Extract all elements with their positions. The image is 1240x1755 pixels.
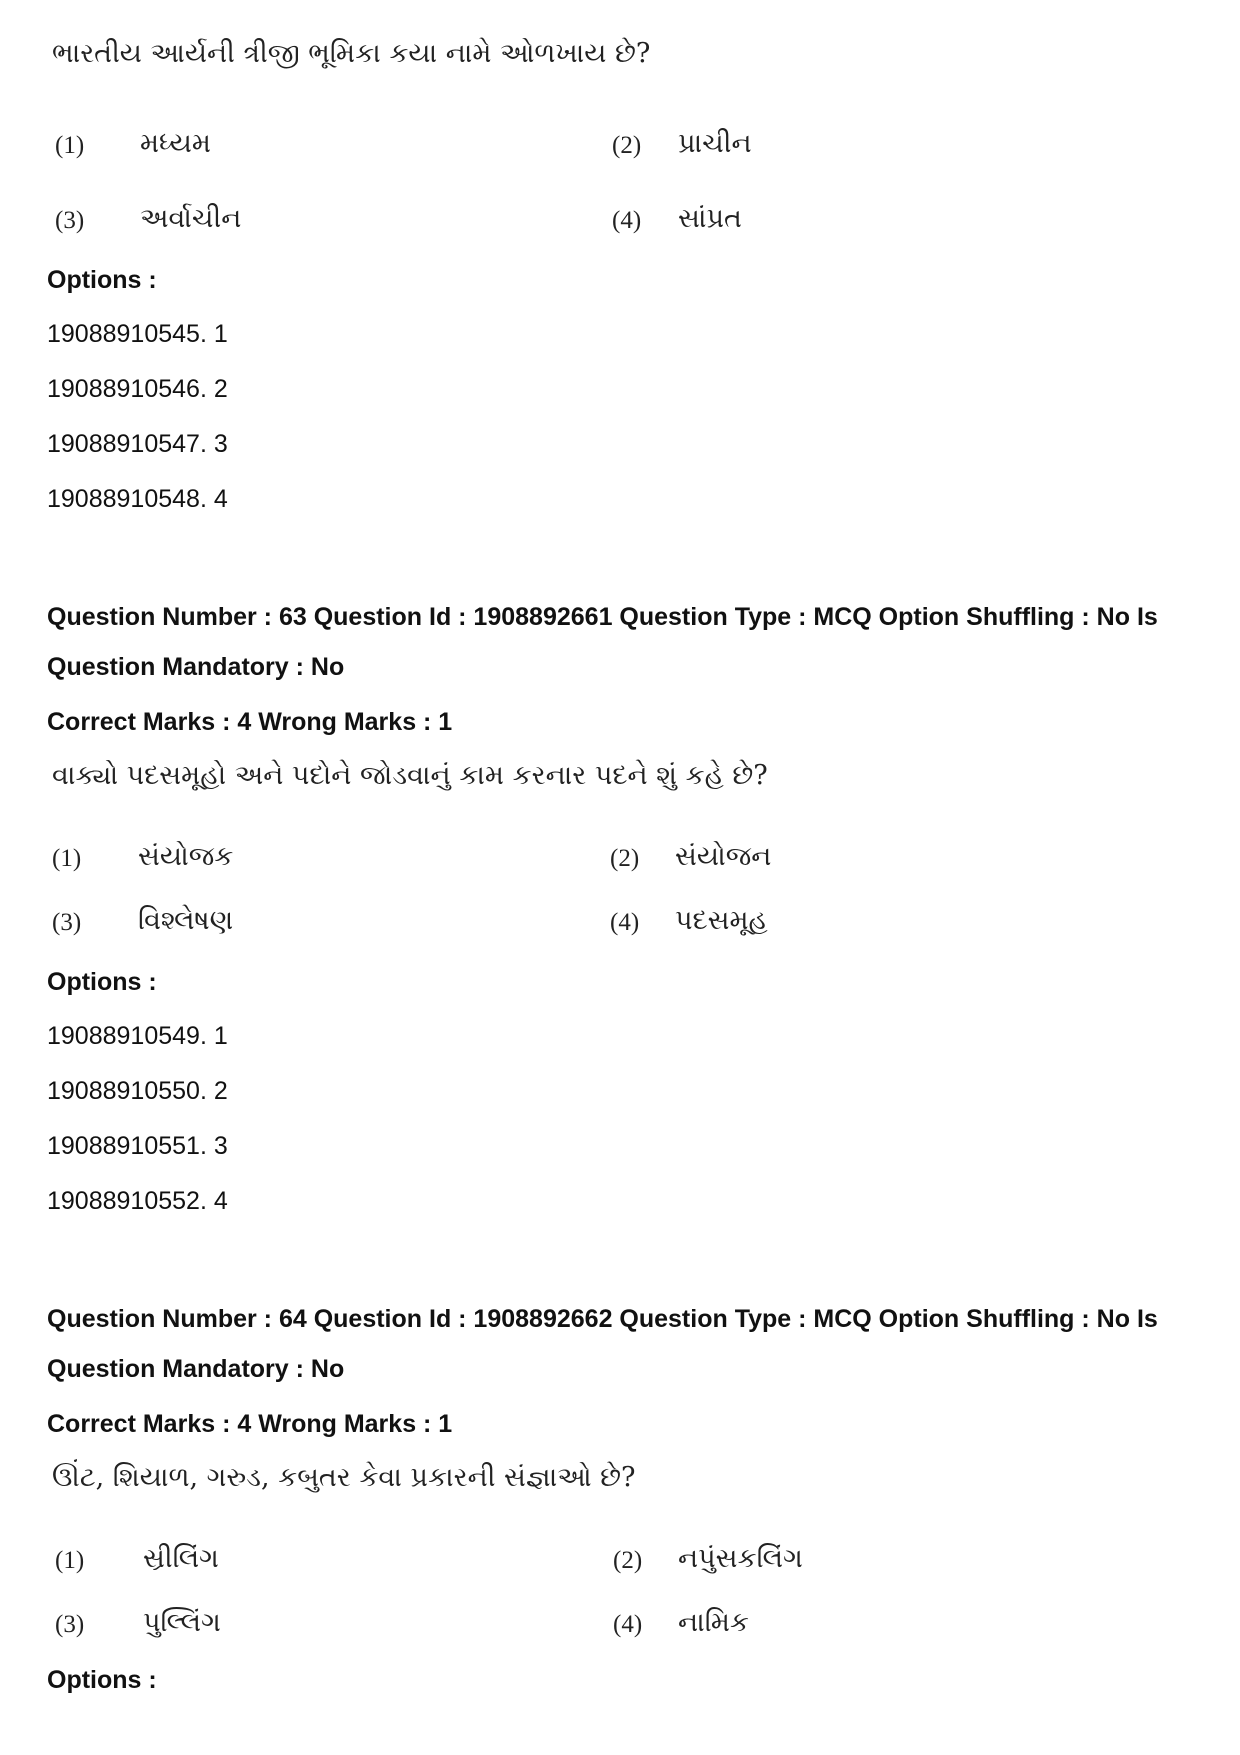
choice-number: (3) (55, 1611, 85, 1638)
choice-text: સાંપ્રત (678, 203, 742, 234)
choice-text: નપુંસકલિંગ (678, 1543, 803, 1574)
choice-number: (1) (52, 845, 82, 872)
options-label: Options : (47, 266, 157, 294)
choice-number: (4) (613, 1611, 643, 1638)
choice-text: સ્રીલિંગ (143, 1543, 219, 1574)
option-id: 19088910549. 1 (47, 1022, 228, 1050)
choice-number: (2) (612, 132, 642, 159)
question-text: વાક્યો પદસમૂહો અને પદોને જોડવાનું કામ કરનાર પદને શું કહે છે? (52, 760, 768, 791)
options-label: Options : (47, 1666, 157, 1694)
marks-line: Correct Marks : 4 Wrong Marks : 1 (47, 1410, 453, 1438)
choice-number: (1) (55, 1547, 85, 1574)
choice-text: વિશ્લેષણ (138, 905, 234, 936)
question-text: ઊંટ, શિયાળ, ગરુડ, કબુતર કેવા પ્રકારની સંજ્ઞાઓ છે? (52, 1462, 636, 1493)
option-id: 19088910548. 4 (47, 485, 228, 513)
question-mandatory: Question Mandatory : No (47, 1355, 345, 1383)
option-id: 19088910547. 3 (47, 430, 228, 458)
choice-number: (4) (610, 909, 640, 936)
choice-text: સંયોજન (675, 841, 772, 872)
question-header: Question Number : 64 Question Id : 1908892662 Question Type : MCQ Option Shuffling : No Is (47, 1305, 1158, 1333)
choice-text: મધ્યમ (140, 128, 211, 159)
option-id: 19088910550. 2 (47, 1077, 228, 1105)
choice-text: સંયોજક (138, 841, 234, 872)
choice-number: (4) (612, 207, 642, 234)
choice-text: પ્રાચીન (678, 128, 752, 159)
choice-text: પદસમૂહ (675, 905, 768, 936)
question-header: Question Number : 63 Question Id : 1908892661 Question Type : MCQ Option Shuffling : No Is (47, 603, 1158, 631)
choice-text: અર્વાચીન (140, 203, 242, 234)
choice-text: પુલ્લિંગ (143, 1607, 221, 1638)
option-id: 19088910551. 3 (47, 1132, 228, 1160)
options-label: Options : (47, 968, 157, 996)
choice-number: (2) (613, 1547, 643, 1574)
marks-line: Correct Marks : 4 Wrong Marks : 1 (47, 708, 453, 736)
choice-number: (1) (55, 132, 85, 159)
option-id: 19088910545. 1 (47, 320, 228, 348)
choice-number: (3) (52, 909, 82, 936)
choice-number: (3) (55, 207, 85, 234)
choice-number: (2) (610, 845, 640, 872)
option-id: 19088910546. 2 (47, 375, 228, 403)
option-id: 19088910552. 4 (47, 1187, 228, 1215)
question-text: ભારતીય આર્યની ત્રીજી ભૂમિકા કયા નામે ઓળખાય છે? (52, 38, 651, 69)
question-mandatory: Question Mandatory : No (47, 653, 345, 681)
choice-text: નામિક (678, 1607, 749, 1638)
